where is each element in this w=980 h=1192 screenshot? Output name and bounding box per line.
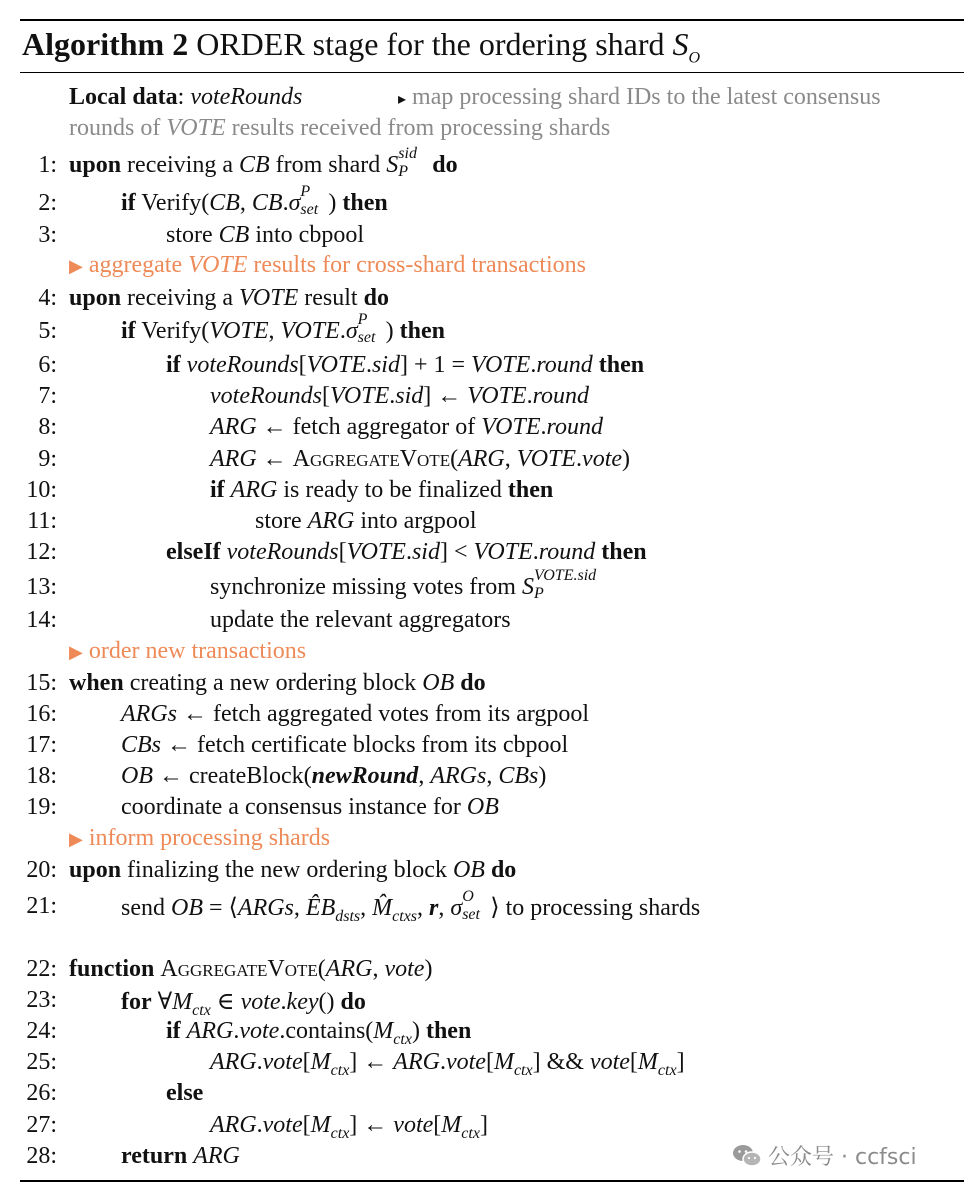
code-line-18: OB ← createBlock(newRound, ARGs, CBs) — [121, 763, 547, 789]
line-number: 21: — [26, 893, 57, 919]
line-number: 23: — [26, 987, 57, 1013]
code-line-23: for $\forall M_{ctx}$ ∈ vote.key() do — [121, 989, 366, 1019]
code-line-16: ARGs ← fetch aggregated votes from its argpool — [121, 701, 590, 727]
code-line-19: coordinate a consensus instance for OB — [121, 794, 499, 820]
code-line-28: return ARG — [121, 1143, 240, 1169]
code-line-2: if Verify(CB, CB.σ P set ) then — [121, 183, 388, 219]
title-rule — [20, 72, 964, 73]
code-line-10: if ARG is ready to be finalized then — [210, 477, 554, 503]
code-line-14: update the relevant aggregators — [210, 607, 511, 633]
code-line-21: send OB = ⟨ARGs, $ÊB_{dsts}$, $M̂_{ctxs}$, r, σ O set ⟩ to processing shards — [121, 888, 701, 925]
code-line-11: store ARG into argpool — [255, 508, 477, 534]
line-number: 26: — [26, 1080, 57, 1106]
line-number: 14: — [26, 607, 57, 633]
line-number: 20: — [26, 857, 57, 883]
section-comment-2: ▶ order new transactions — [69, 638, 307, 664]
code-line-12: elseIf voteRounds[VOTE.sid] < VOTE.round then — [166, 539, 647, 565]
bottom-rule — [20, 1180, 964, 1182]
line-number: 5: — [38, 318, 57, 344]
line-number: 4: — [38, 285, 57, 311]
line-number: 6: — [38, 352, 57, 378]
line-number: 24: — [26, 1018, 57, 1044]
local-data-line: Local data: voteRounds — [69, 84, 303, 110]
triangle-icon: ▶ — [69, 256, 83, 276]
line-number: 18: — [26, 763, 57, 789]
code-line-22: function AggregateVote(ARG, vote) — [69, 956, 433, 982]
code-line-8: ARG ← fetch aggregator of VOTE.round — [210, 414, 603, 440]
code-line-26: else — [166, 1080, 204, 1106]
code-line-24: if $ARG.vote.contains(M_{ctx})$ then — [166, 1018, 472, 1048]
algorithm-title: Algorithm 2 ORDER stage for the ordering shard $S_O$ — [22, 26, 701, 67]
section-comment-3: ▶ inform processing shards — [69, 825, 331, 851]
line-number: 11: — [27, 508, 57, 534]
line-number: 1: — [38, 152, 57, 178]
local-data-comment: ▸ map processing shard IDs to the latest consensus — [398, 84, 881, 110]
line-number: 8: — [38, 414, 57, 440]
code-line-5: if Verify(VOTE, VOTE.σ P set ) then — [121, 311, 445, 347]
line-number: 19: — [26, 794, 57, 820]
line-number: 10: — [26, 477, 57, 503]
line-number: 17: — [26, 732, 57, 758]
line-number: 28: — [26, 1143, 57, 1169]
code-line-9: ARG ← AggregateVote(ARG, VOTE.vote) — [210, 446, 631, 472]
line-number: 25: — [26, 1049, 57, 1075]
code-line-15: when creating a new ordering block OB do — [69, 670, 486, 696]
code-line-3: store CB into cbpool — [166, 222, 364, 248]
triangle-icon: ▶ — [69, 829, 83, 849]
line-number: 15: — [26, 670, 57, 696]
line-number: 27: — [26, 1112, 57, 1138]
code-line-17: CBs ← fetch certificate blocks from its cbpool — [121, 732, 569, 758]
triangle-icon: ▸ — [398, 91, 407, 108]
top-rule — [20, 19, 964, 21]
watermark-text: 公众号 · ccfsci — [768, 1145, 917, 1170]
triangle-icon: ▶ — [69, 642, 83, 662]
code-line-27: $ARG.vote[M_{ctx}]$ ← $vote[M_{ctx}]$ — [210, 1112, 488, 1142]
code-line-4: upon receiving a VOTE result do — [69, 285, 389, 311]
line-number: 3: — [38, 222, 57, 248]
line-number: 13: — [26, 574, 57, 600]
code-line-1: upon receiving a CB from shard S sid P do — [69, 145, 458, 181]
code-line-25: $ARG.vote[M_{ctx}]$ ← $ARG.vote[M_{ctx}]$ && $vote[M_{ctx}]$ — [210, 1049, 685, 1079]
line-number: 16: — [26, 701, 57, 727]
line-number: 2: — [38, 190, 57, 216]
code-line-6: if voteRounds[VOTE.sid] + 1 = VOTE.round then — [166, 352, 645, 378]
code-line-13: synchronize missing votes from S VOTE.sid P — [210, 567, 597, 603]
code-line-20: upon finalizing the new ordering block OB do — [69, 857, 517, 883]
line-number: 12: — [26, 539, 57, 565]
watermark — [732, 1140, 917, 1171]
line-number: 7: — [38, 383, 57, 409]
line-number: 9: — [38, 446, 57, 472]
wechat-icon — [732, 1143, 762, 1169]
local-data-comment-2: rounds of VOTE results received from processing shards — [69, 115, 611, 141]
section-comment-1: ▶ aggregate VOTE results for cross-shard transactions — [69, 252, 586, 278]
code-line-7: voteRounds[VOTE.sid] ← VOTE.round — [210, 383, 590, 409]
line-number: 22: — [26, 956, 57, 982]
